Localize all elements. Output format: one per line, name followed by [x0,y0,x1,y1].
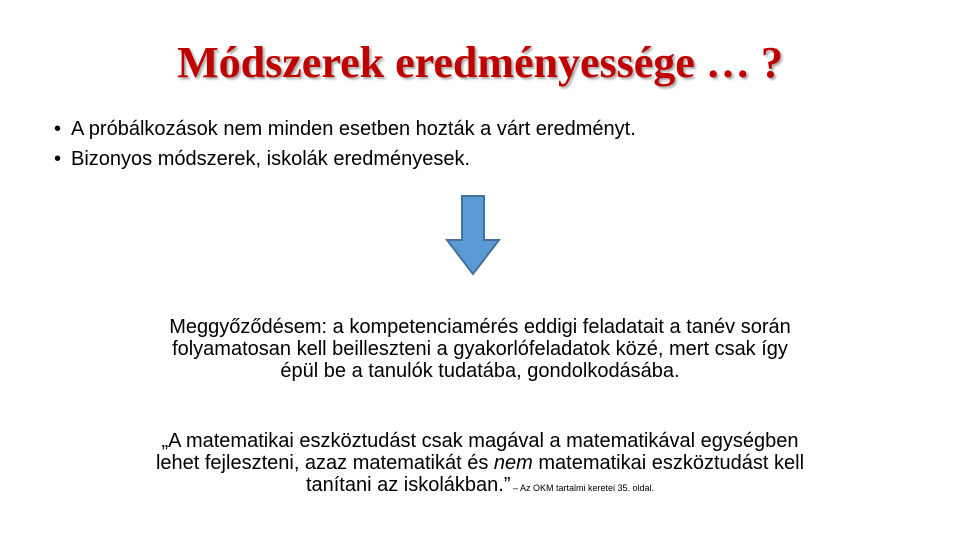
bullet-item [54,144,934,174]
conviction-paragraph [40,316,920,382]
conviction-line: Meggyőződésem: a kompetenciamérés eddigi feladatait a tanév során [169,316,791,338]
conviction-line: épül be a tanulók tudatába, gondolkodásába. [280,360,680,382]
quote-source: – Az OKM tartalmi keretei 35. oldal. [510,483,655,493]
quote-line [30,474,930,499]
bullet-marker: • [54,148,62,170]
bullet-item [54,114,934,144]
bullet-text: A próbálkozások nem minden esetben hozták a várt eredményt. [71,118,636,140]
slide-title: Módszerek eredményessége … ? [177,38,783,87]
quote-line [30,452,930,474]
quote-text: tanítani az iskolákban.” [305,474,511,496]
quote-text: matematikai eszköztudást kell [532,452,805,474]
bullet-marker: • [54,118,62,140]
quote-emphasis: nem [493,452,533,474]
quote-line: „A matematikai eszköztudást csak magával a matematikával egységben [161,430,799,452]
quote-text: lehet fejleszteni, azaz matematikát és [155,452,494,474]
quote-paragraph [30,430,930,499]
conviction-line: folyamatosan kell beilleszteni a gyakorlófeladatok közé, mert csak így [172,338,788,360]
bullet-list [54,114,934,174]
bullet-text: Bizonyos módszerek, iskolák eredményesek. [71,148,471,170]
down-arrow-icon [445,194,501,276]
